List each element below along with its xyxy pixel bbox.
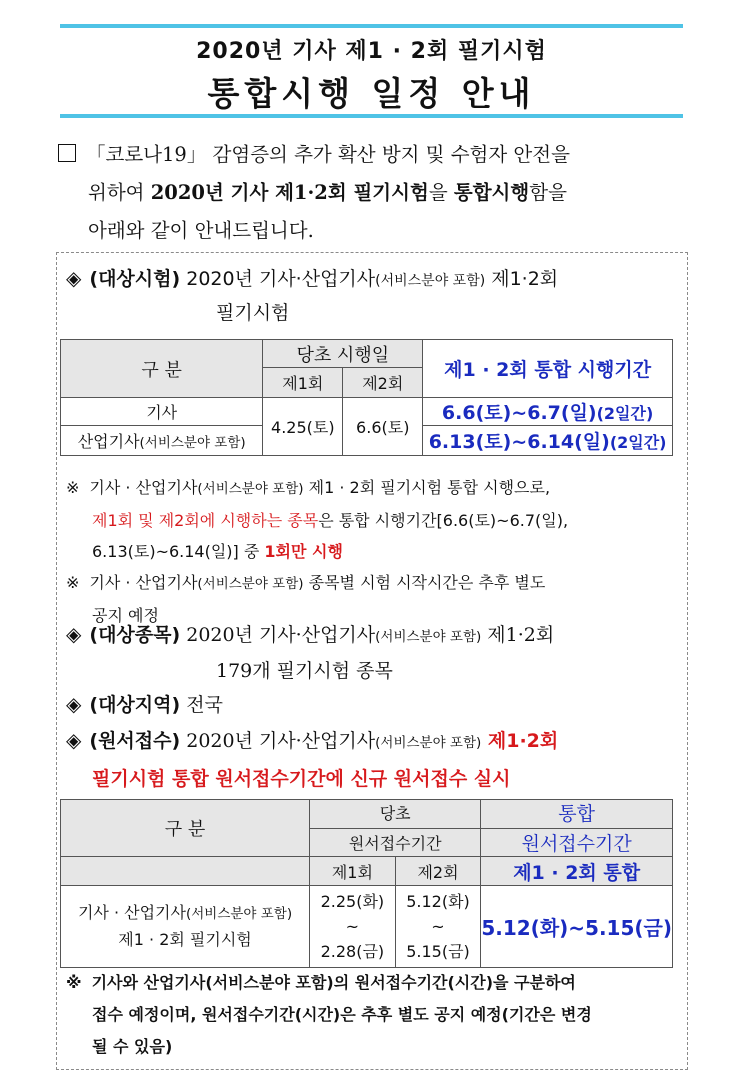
application-col-category: 구 분 xyxy=(61,800,310,857)
diamond-bullet-icon: ◈ xyxy=(66,266,82,290)
schedule-date-round2: 6.6(토) xyxy=(343,398,423,456)
application-info: ◈ (원서접수) 2020년 기사·산업기사(서비스분야 포함) 제1·2회 필기시험 통합 원서접수기간에 신규 원서접수 실시 xyxy=(66,728,559,790)
schedule-col-original: 당초 시행일 xyxy=(263,340,423,368)
header-top-line xyxy=(60,24,683,28)
schedule-row2-name: 산업기사(서비스분야 포함) xyxy=(61,426,263,456)
header-title-line1: 2020년 기사 제1 · 2회 필기시험 xyxy=(196,39,547,64)
application-col-round1: 제1회 xyxy=(310,857,396,886)
intro-line1: 「코로나19」 감염증의 추가 확산 방지 및 수험자 안전을 xyxy=(58,136,688,174)
schedule-col-category: 구 분 xyxy=(61,340,263,398)
schedule-col-round1: 제1회 xyxy=(263,368,343,398)
intro-line2: 위하여 2020년 기사 제1·2회 필기시험을 통합시행함을 xyxy=(88,181,567,204)
target-region: ◈ (대상지역) 전국 xyxy=(66,692,223,716)
diamond-bullet-icon: ◈ xyxy=(66,622,82,646)
application-col-original-2: 원서접수기간 xyxy=(310,829,481,857)
schedule-date-round1: 4.25(토) xyxy=(263,398,343,456)
reference-mark-icon: ※ xyxy=(66,973,82,992)
diamond-bullet-icon: ◈ xyxy=(66,692,82,716)
application-col-combined-3: 제1 · 2회 통합 xyxy=(481,857,673,886)
target-exam: ◈ (대상시험) 2020년 기사·산업기사(서비스분야 포함) 제1·2회 필기시험 xyxy=(66,266,559,324)
diamond-bullet-icon: ◈ xyxy=(66,728,82,752)
intro-paragraph xyxy=(58,136,688,250)
header-bottom-line xyxy=(60,114,683,118)
application-combined-period: 5.12(화)~5.15(금) xyxy=(481,886,673,968)
application-col-round2: 제2회 xyxy=(395,857,481,886)
application-notes: ※ 기사와 산업기사(서비스분야 포함)의 원서접수기간(시간)을 구분하여 접수 예정이며, 원서접수기간(시간)은 추후 별도 공지 예정(기간은 변경 될 수 있음) xyxy=(66,973,592,1056)
schedule-row1-name: 기사 xyxy=(61,398,263,426)
application-table xyxy=(60,799,673,968)
reference-mark-icon: ※ xyxy=(66,573,80,592)
application-round2-period: 5.12(화) ~ 5.15(금) xyxy=(395,886,481,968)
schedule-notes: ※ 기사 · 산업기사(서비스분야 포함) 제1 · 2회 필기시험 통합 시행으로, 제1회 및 제2회에 시행하는 종목은 통합 시행기간[6.6(토)~6.7(일), 6.13(토)~6.14(일)] 중 1회만 시행 ※ 기사 · 산업기사(서비스분야 포함) 종목별 시험 시작시간은 추후 별도 공지 예정 xyxy=(66,478,569,625)
application-col-combined-2: 원서접수기간 xyxy=(481,829,673,857)
application-row-name: 기사 · 산업기사(서비스분야 포함) 제1 · 2회 필기시험 xyxy=(61,886,310,968)
target-subjects: ◈ (대상종목) 2020년 기사·산업기사(서비스분야 포함) 제1·2회 179개 필기시험 종목 xyxy=(66,622,555,682)
schedule-row1-period: 6.6(토)~6.7(일)(2일간) xyxy=(423,398,673,426)
application-col-combined: 통합 xyxy=(481,800,673,829)
schedule-row2-period: 6.13(토)~6.14(일)(2일간) xyxy=(423,426,673,456)
intro-line3: 아래와 같이 안내드립니다. xyxy=(88,219,314,242)
checkbox-square-icon xyxy=(58,144,76,162)
schedule-table xyxy=(60,339,673,456)
schedule-col-round2: 제2회 xyxy=(343,368,423,398)
header-title-line2: 통합시행 일정 안내 xyxy=(207,74,536,113)
application-round1-period: 2.25(화) ~ 2.28(금) xyxy=(310,886,396,968)
application-col-original: 당초 xyxy=(310,800,481,829)
schedule-col-combined: 제1 · 2회 통합 시행기간 xyxy=(423,340,673,398)
reference-mark-icon: ※ xyxy=(66,478,80,497)
